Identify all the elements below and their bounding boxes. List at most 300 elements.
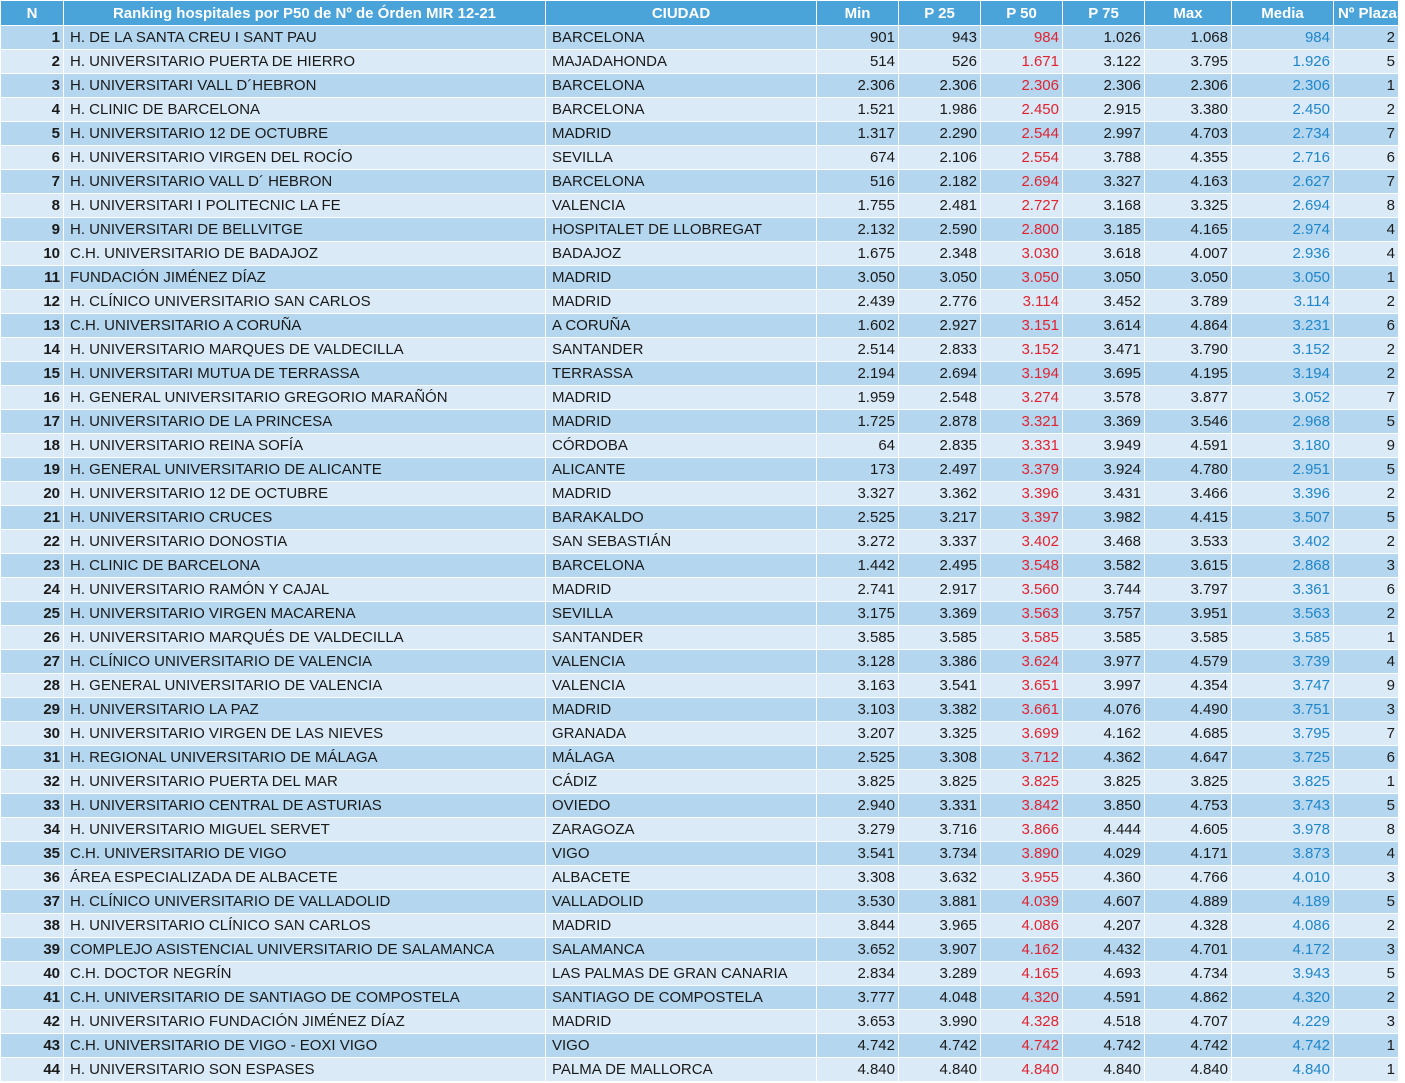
cell-ciudad[interactable]: CÓRDOBA (546, 434, 817, 458)
cell-ciudad[interactable]: MAJADAHONDA (546, 50, 817, 74)
table-row[interactable] (1, 650, 1399, 674)
cell-p75[interactable]: 3.924 (1063, 458, 1145, 482)
cell-min[interactable]: 3.050 (817, 266, 899, 290)
cell-p50[interactable]: 4.086 (981, 914, 1063, 938)
cell-plazas[interactable]: 1 (1334, 74, 1399, 98)
cell-min[interactable]: 3.825 (817, 770, 899, 794)
cell-hospital[interactable]: H. UNIVERSITARIO VIRGEN DEL ROCÍO (64, 146, 546, 170)
header-p75[interactable]: P 75 (1063, 1, 1145, 26)
cell-hospital[interactable]: C.H. UNIVERSITARIO DE VIGO - EOXI VIGO (64, 1034, 546, 1058)
cell-rank[interactable]: 3 (1, 74, 64, 98)
cell-p50[interactable]: 3.866 (981, 818, 1063, 842)
cell-rank[interactable]: 6 (1, 146, 64, 170)
cell-p75[interactable]: 3.997 (1063, 674, 1145, 698)
cell-p25[interactable]: 2.306 (899, 74, 981, 98)
table-row[interactable] (1, 602, 1399, 626)
cell-p75[interactable]: 3.949 (1063, 434, 1145, 458)
cell-plazas[interactable]: 6 (1334, 314, 1399, 338)
cell-hospital[interactable]: H. GENERAL UNIVERSITARIO DE VALENCIA (64, 674, 546, 698)
cell-plazas[interactable]: 7 (1334, 386, 1399, 410)
cell-rank[interactable]: 44 (1, 1058, 64, 1082)
cell-hospital[interactable]: COMPLEJO ASISTENCIAL UNIVERSITARIO DE SALAMANCA (64, 938, 546, 962)
cell-p75[interactable]: 3.122 (1063, 50, 1145, 74)
cell-p50[interactable]: 4.840 (981, 1058, 1063, 1082)
cell-p75[interactable]: 4.362 (1063, 746, 1145, 770)
table-row[interactable] (1, 218, 1399, 242)
table-row[interactable] (1, 1034, 1399, 1058)
cell-p50[interactable]: 3.331 (981, 434, 1063, 458)
table-row[interactable] (1, 866, 1399, 890)
cell-ciudad[interactable]: MADRID (546, 386, 817, 410)
cell-hospital[interactable]: H. REGIONAL UNIVERSITARIO DE MÁLAGA (64, 746, 546, 770)
cell-plazas[interactable]: 3 (1334, 698, 1399, 722)
cell-rank[interactable]: 20 (1, 482, 64, 506)
cell-rank[interactable]: 1 (1, 26, 64, 50)
cell-media[interactable]: 2.694 (1232, 194, 1334, 218)
cell-hospital[interactable]: ÁREA ESPECIALIZADA DE ALBACETE (64, 866, 546, 890)
cell-rank[interactable]: 36 (1, 866, 64, 890)
cell-plazas[interactable]: 2 (1334, 602, 1399, 626)
cell-max[interactable]: 4.742 (1145, 1034, 1232, 1058)
cell-max[interactable]: 3.877 (1145, 386, 1232, 410)
cell-min[interactable]: 514 (817, 50, 899, 74)
cell-max[interactable]: 3.466 (1145, 482, 1232, 506)
cell-min[interactable]: 3.844 (817, 914, 899, 938)
cell-ciudad[interactable]: VIGO (546, 842, 817, 866)
cell-p25[interactable]: 2.776 (899, 290, 981, 314)
cell-p25[interactable]: 3.337 (899, 530, 981, 554)
cell-p75[interactable]: 4.432 (1063, 938, 1145, 962)
cell-p75[interactable]: 3.695 (1063, 362, 1145, 386)
cell-plazas[interactable]: 7 (1334, 122, 1399, 146)
cell-media[interactable]: 3.396 (1232, 482, 1334, 506)
cell-p50[interactable]: 3.321 (981, 410, 1063, 434)
cell-plazas[interactable]: 7 (1334, 722, 1399, 746)
cell-max[interactable]: 4.647 (1145, 746, 1232, 770)
cell-min[interactable]: 1.602 (817, 314, 899, 338)
cell-p25[interactable]: 3.907 (899, 938, 981, 962)
cell-media[interactable]: 2.306 (1232, 74, 1334, 98)
cell-plazas[interactable]: 1 (1334, 770, 1399, 794)
cell-ciudad[interactable]: BARCELONA (546, 170, 817, 194)
cell-hospital[interactable]: H. UNIVERSITARIO MARQUÉS DE VALDECILLA (64, 626, 546, 650)
cell-plazas[interactable]: 4 (1334, 242, 1399, 266)
cell-min[interactable]: 1.959 (817, 386, 899, 410)
table-row[interactable] (1, 1058, 1399, 1082)
cell-media[interactable]: 1.926 (1232, 50, 1334, 74)
cell-min[interactable]: 1.725 (817, 410, 899, 434)
cell-rank[interactable]: 17 (1, 410, 64, 434)
cell-media[interactable]: 2.868 (1232, 554, 1334, 578)
cell-ciudad[interactable]: SEVILLA (546, 602, 817, 626)
cell-p25[interactable]: 2.835 (899, 434, 981, 458)
cell-max[interactable]: 4.579 (1145, 650, 1232, 674)
table-row[interactable] (1, 914, 1399, 938)
cell-media[interactable]: 3.507 (1232, 506, 1334, 530)
table-row[interactable] (1, 410, 1399, 434)
cell-ciudad[interactable]: CÁDIZ (546, 770, 817, 794)
table-row[interactable] (1, 554, 1399, 578)
cell-rank[interactable]: 37 (1, 890, 64, 914)
cell-rank[interactable]: 5 (1, 122, 64, 146)
cell-ciudad[interactable]: ALICANTE (546, 458, 817, 482)
cell-plazas[interactable]: 1 (1334, 266, 1399, 290)
cell-ciudad[interactable]: GRANADA (546, 722, 817, 746)
cell-max[interactable]: 4.007 (1145, 242, 1232, 266)
cell-plazas[interactable]: 2 (1334, 482, 1399, 506)
cell-p75[interactable]: 4.591 (1063, 986, 1145, 1010)
table-row[interactable] (1, 122, 1399, 146)
cell-media[interactable]: 2.974 (1232, 218, 1334, 242)
cell-ciudad[interactable]: MADRID (546, 698, 817, 722)
cell-p25[interactable]: 3.990 (899, 1010, 981, 1034)
cell-p75[interactable]: 3.618 (1063, 242, 1145, 266)
cell-min[interactable]: 2.132 (817, 218, 899, 242)
header-media[interactable]: Media (1232, 1, 1334, 26)
cell-p50[interactable]: 4.328 (981, 1010, 1063, 1034)
cell-p50[interactable]: 3.842 (981, 794, 1063, 818)
cell-p50[interactable]: 3.825 (981, 770, 1063, 794)
cell-min[interactable]: 2.834 (817, 962, 899, 986)
cell-hospital[interactable]: H. UNIVERSITARI VALL D´HEBRON (64, 74, 546, 98)
cell-media[interactable]: 4.229 (1232, 1010, 1334, 1034)
table-row[interactable] (1, 938, 1399, 962)
cell-media[interactable]: 3.825 (1232, 770, 1334, 794)
cell-p50[interactable]: 1.671 (981, 50, 1063, 74)
cell-rank[interactable]: 10 (1, 242, 64, 266)
cell-hospital[interactable]: H. UNIVERSITARIO CENTRAL DE ASTURIAS (64, 794, 546, 818)
table-row[interactable] (1, 98, 1399, 122)
cell-p50[interactable]: 4.039 (981, 890, 1063, 914)
cell-min[interactable]: 3.279 (817, 818, 899, 842)
cell-rank[interactable]: 34 (1, 818, 64, 842)
cell-p25[interactable]: 3.050 (899, 266, 981, 290)
cell-ciudad[interactable]: MADRID (546, 1010, 817, 1034)
header-n[interactable]: N (1, 1, 64, 26)
cell-p50[interactable]: 2.800 (981, 218, 1063, 242)
cell-p50[interactable]: 4.742 (981, 1034, 1063, 1058)
cell-media[interactable]: 3.180 (1232, 434, 1334, 458)
table-row[interactable] (1, 242, 1399, 266)
cell-p75[interactable]: 3.614 (1063, 314, 1145, 338)
cell-p25[interactable]: 2.481 (899, 194, 981, 218)
cell-media[interactable]: 3.739 (1232, 650, 1334, 674)
table-row[interactable] (1, 266, 1399, 290)
cell-hospital[interactable]: H. UNIVERSITARIO LA PAZ (64, 698, 546, 722)
cell-hospital[interactable]: C.H. UNIVERSITARIO A CORUÑA (64, 314, 546, 338)
cell-media[interactable]: 3.943 (1232, 962, 1334, 986)
cell-media[interactable]: 3.795 (1232, 722, 1334, 746)
cell-hospital[interactable]: H. UNIVERSITARIO PUERTA DE HIERRO (64, 50, 546, 74)
table-row[interactable] (1, 50, 1399, 74)
table-row[interactable] (1, 338, 1399, 362)
cell-media[interactable]: 2.716 (1232, 146, 1334, 170)
cell-plazas[interactable]: 3 (1334, 866, 1399, 890)
cell-max[interactable]: 3.789 (1145, 290, 1232, 314)
cell-rank[interactable]: 24 (1, 578, 64, 602)
cell-p25[interactable]: 3.632 (899, 866, 981, 890)
cell-max[interactable]: 1.068 (1145, 26, 1232, 50)
cell-min[interactable]: 2.940 (817, 794, 899, 818)
cell-max[interactable]: 4.703 (1145, 122, 1232, 146)
cell-hospital[interactable]: H. UNIVERSITARIO DE LA PRINCESA (64, 410, 546, 434)
cell-p25[interactable]: 2.590 (899, 218, 981, 242)
cell-p25[interactable]: 2.927 (899, 314, 981, 338)
cell-rank[interactable]: 12 (1, 290, 64, 314)
cell-hospital[interactable]: H. UNIVERSITARIO PUERTA DEL MAR (64, 770, 546, 794)
cell-ciudad[interactable]: BARCELONA (546, 74, 817, 98)
cell-max[interactable]: 4.195 (1145, 362, 1232, 386)
cell-p50[interactable]: 3.274 (981, 386, 1063, 410)
cell-p75[interactable]: 3.050 (1063, 266, 1145, 290)
cell-max[interactable]: 4.171 (1145, 842, 1232, 866)
cell-rank[interactable]: 43 (1, 1034, 64, 1058)
cell-max[interactable]: 4.707 (1145, 1010, 1232, 1034)
cell-p50[interactable]: 2.554 (981, 146, 1063, 170)
cell-plazas[interactable]: 2 (1334, 914, 1399, 938)
cell-ciudad[interactable]: SANTANDER (546, 338, 817, 362)
cell-p50[interactable]: 2.450 (981, 98, 1063, 122)
cell-p75[interactable]: 3.982 (1063, 506, 1145, 530)
table-row[interactable] (1, 314, 1399, 338)
table-row[interactable] (1, 986, 1399, 1010)
cell-min[interactable]: 1.521 (817, 98, 899, 122)
cell-p75[interactable]: 3.757 (1063, 602, 1145, 626)
cell-plazas[interactable]: 3 (1334, 554, 1399, 578)
cell-rank[interactable]: 40 (1, 962, 64, 986)
cell-p50[interactable]: 3.585 (981, 626, 1063, 650)
cell-min[interactable]: 3.541 (817, 842, 899, 866)
cell-ciudad[interactable]: PALMA DE MALLORCA (546, 1058, 817, 1082)
cell-p25[interactable]: 4.048 (899, 986, 981, 1010)
cell-p25[interactable]: 3.217 (899, 506, 981, 530)
header-p25[interactable]: P 25 (899, 1, 981, 26)
cell-plazas[interactable]: 5 (1334, 410, 1399, 434)
cell-p75[interactable]: 3.825 (1063, 770, 1145, 794)
cell-hospital[interactable]: H. UNIVERSITARI I POLITECNIC LA FE (64, 194, 546, 218)
cell-hospital[interactable]: H. UNIVERSITARI MUTUA DE TERRASSA (64, 362, 546, 386)
cell-plazas[interactable]: 2 (1334, 290, 1399, 314)
cell-ciudad[interactable]: BARCELONA (546, 26, 817, 50)
table-row[interactable] (1, 890, 1399, 914)
table-row[interactable] (1, 626, 1399, 650)
table-row[interactable] (1, 698, 1399, 722)
cell-max[interactable]: 4.780 (1145, 458, 1232, 482)
cell-max[interactable]: 4.840 (1145, 1058, 1232, 1082)
cell-plazas[interactable]: 5 (1334, 962, 1399, 986)
cell-p50[interactable]: 3.712 (981, 746, 1063, 770)
cell-p50[interactable]: 3.396 (981, 482, 1063, 506)
cell-ciudad[interactable]: MADRID (546, 266, 817, 290)
cell-max[interactable]: 3.585 (1145, 626, 1232, 650)
cell-min[interactable]: 3.530 (817, 890, 899, 914)
cell-plazas[interactable]: 5 (1334, 506, 1399, 530)
cell-p75[interactable]: 4.742 (1063, 1034, 1145, 1058)
cell-p75[interactable]: 3.977 (1063, 650, 1145, 674)
cell-media[interactable]: 3.114 (1232, 290, 1334, 314)
cell-p25[interactable]: 3.386 (899, 650, 981, 674)
cell-ciudad[interactable]: OVIEDO (546, 794, 817, 818)
cell-hospital[interactable]: H. CLÍNICO UNIVERSITARIO DE VALLADOLID (64, 890, 546, 914)
cell-media[interactable]: 3.747 (1232, 674, 1334, 698)
cell-p75[interactable]: 3.471 (1063, 338, 1145, 362)
table-row[interactable] (1, 146, 1399, 170)
cell-p75[interactable]: 4.360 (1063, 866, 1145, 890)
cell-p75[interactable]: 3.185 (1063, 218, 1145, 242)
cell-rank[interactable]: 32 (1, 770, 64, 794)
cell-rank[interactable]: 2 (1, 50, 64, 74)
cell-p50[interactable]: 3.699 (981, 722, 1063, 746)
cell-hospital[interactable]: H. UNIVERSITARIO MIGUEL SERVET (64, 818, 546, 842)
cell-hospital[interactable]: C.H. UNIVERSITARIO DE BADAJOZ (64, 242, 546, 266)
header-plazas[interactable]: Nº Plazas (1334, 1, 1399, 26)
cell-p25[interactable]: 3.734 (899, 842, 981, 866)
cell-ciudad[interactable]: TERRASSA (546, 362, 817, 386)
cell-hospital[interactable]: H. UNIVERSITARIO DONOSTIA (64, 530, 546, 554)
cell-max[interactable]: 3.951 (1145, 602, 1232, 626)
cell-ciudad[interactable]: ALBACETE (546, 866, 817, 890)
cell-p75[interactable]: 4.207 (1063, 914, 1145, 938)
cell-p75[interactable]: 3.578 (1063, 386, 1145, 410)
cell-p50[interactable]: 3.548 (981, 554, 1063, 578)
cell-media[interactable]: 3.978 (1232, 818, 1334, 842)
cell-p75[interactable]: 3.431 (1063, 482, 1145, 506)
cell-plazas[interactable]: 2 (1334, 530, 1399, 554)
cell-min[interactable]: 4.742 (817, 1034, 899, 1058)
cell-ciudad[interactable]: MADRID (546, 122, 817, 146)
cell-max[interactable]: 3.533 (1145, 530, 1232, 554)
cell-media[interactable]: 984 (1232, 26, 1334, 50)
cell-min[interactable]: 3.175 (817, 602, 899, 626)
cell-rank[interactable]: 27 (1, 650, 64, 674)
cell-plazas[interactable]: 8 (1334, 194, 1399, 218)
cell-p25[interactable]: 2.348 (899, 242, 981, 266)
cell-min[interactable]: 2.194 (817, 362, 899, 386)
cell-min[interactable]: 2.439 (817, 290, 899, 314)
cell-p75[interactable]: 3.168 (1063, 194, 1145, 218)
cell-rank[interactable]: 35 (1, 842, 64, 866)
cell-max[interactable]: 4.734 (1145, 962, 1232, 986)
cell-media[interactable]: 3.563 (1232, 602, 1334, 626)
cell-ciudad[interactable]: MÁLAGA (546, 746, 817, 770)
cell-rank[interactable]: 31 (1, 746, 64, 770)
cell-media[interactable]: 4.742 (1232, 1034, 1334, 1058)
cell-media[interactable]: 2.936 (1232, 242, 1334, 266)
cell-ciudad[interactable]: MADRID (546, 482, 817, 506)
cell-plazas[interactable]: 4 (1334, 650, 1399, 674)
cell-p25[interactable]: 3.585 (899, 626, 981, 650)
cell-p75[interactable]: 3.327 (1063, 170, 1145, 194)
table-row[interactable] (1, 530, 1399, 554)
cell-p75[interactable]: 4.162 (1063, 722, 1145, 746)
cell-max[interactable]: 4.864 (1145, 314, 1232, 338)
table-row[interactable] (1, 962, 1399, 986)
cell-rank[interactable]: 21 (1, 506, 64, 530)
cell-min[interactable]: 3.585 (817, 626, 899, 650)
cell-max[interactable]: 3.825 (1145, 770, 1232, 794)
cell-rank[interactable]: 4 (1, 98, 64, 122)
cell-plazas[interactable]: 6 (1334, 746, 1399, 770)
cell-p25[interactable]: 943 (899, 26, 981, 50)
cell-max[interactable]: 3.795 (1145, 50, 1232, 74)
cell-media[interactable]: 4.189 (1232, 890, 1334, 914)
table-row[interactable] (1, 746, 1399, 770)
table-row[interactable] (1, 362, 1399, 386)
cell-hospital[interactable]: H. UNIVERSITARIO VIRGEN DE LAS NIEVES (64, 722, 546, 746)
header-p50[interactable]: P 50 (981, 1, 1063, 26)
cell-min[interactable]: 2.514 (817, 338, 899, 362)
cell-hospital[interactable]: H. UNIVERSITARIO VALL D´ HEBRON (64, 170, 546, 194)
cell-p75[interactable]: 4.607 (1063, 890, 1145, 914)
cell-plazas[interactable]: 6 (1334, 146, 1399, 170)
cell-ciudad[interactable]: MADRID (546, 578, 817, 602)
table-row[interactable] (1, 794, 1399, 818)
cell-media[interactable]: 4.840 (1232, 1058, 1334, 1082)
cell-max[interactable]: 4.685 (1145, 722, 1232, 746)
cell-rank[interactable]: 15 (1, 362, 64, 386)
cell-p25[interactable]: 3.369 (899, 602, 981, 626)
cell-plazas[interactable]: 7 (1334, 170, 1399, 194)
cell-rank[interactable]: 8 (1, 194, 64, 218)
cell-media[interactable]: 2.968 (1232, 410, 1334, 434)
cell-plazas[interactable]: 3 (1334, 1010, 1399, 1034)
cell-plazas[interactable]: 1 (1334, 626, 1399, 650)
cell-plazas[interactable]: 3 (1334, 938, 1399, 962)
cell-plazas[interactable]: 9 (1334, 674, 1399, 698)
cell-max[interactable]: 4.415 (1145, 506, 1232, 530)
cell-max[interactable]: 4.163 (1145, 170, 1232, 194)
cell-min[interactable]: 3.207 (817, 722, 899, 746)
cell-p75[interactable]: 1.026 (1063, 26, 1145, 50)
cell-p25[interactable]: 1.986 (899, 98, 981, 122)
cell-p25[interactable]: 3.382 (899, 698, 981, 722)
cell-rank[interactable]: 23 (1, 554, 64, 578)
cell-p25[interactable]: 2.548 (899, 386, 981, 410)
cell-ciudad[interactable]: SANTANDER (546, 626, 817, 650)
cell-hospital[interactable]: H. CLÍNICO UNIVERSITARIO DE VALENCIA (64, 650, 546, 674)
table-row[interactable] (1, 842, 1399, 866)
cell-plazas[interactable]: 2 (1334, 362, 1399, 386)
cell-p25[interactable]: 3.825 (899, 770, 981, 794)
cell-max[interactable]: 4.591 (1145, 434, 1232, 458)
cell-min[interactable]: 674 (817, 146, 899, 170)
cell-media[interactable]: 3.743 (1232, 794, 1334, 818)
cell-rank[interactable]: 22 (1, 530, 64, 554)
table-row[interactable] (1, 722, 1399, 746)
cell-p50[interactable]: 3.397 (981, 506, 1063, 530)
cell-plazas[interactable]: 2 (1334, 338, 1399, 362)
cell-p25[interactable]: 4.840 (899, 1058, 981, 1082)
cell-min[interactable]: 3.163 (817, 674, 899, 698)
cell-max[interactable]: 3.615 (1145, 554, 1232, 578)
cell-p75[interactable]: 3.850 (1063, 794, 1145, 818)
cell-p50[interactable]: 984 (981, 26, 1063, 50)
cell-max[interactable]: 4.328 (1145, 914, 1232, 938)
cell-p50[interactable]: 3.379 (981, 458, 1063, 482)
cell-p25[interactable]: 3.331 (899, 794, 981, 818)
cell-hospital[interactable]: H. UNIVERSITARIO CRUCES (64, 506, 546, 530)
cell-rank[interactable]: 29 (1, 698, 64, 722)
cell-p25[interactable]: 2.106 (899, 146, 981, 170)
cell-p50[interactable]: 3.151 (981, 314, 1063, 338)
cell-max[interactable]: 4.766 (1145, 866, 1232, 890)
cell-min[interactable]: 3.652 (817, 938, 899, 962)
cell-p25[interactable]: 3.308 (899, 746, 981, 770)
cell-p75[interactable]: 4.693 (1063, 962, 1145, 986)
cell-min[interactable]: 2.525 (817, 506, 899, 530)
cell-ciudad[interactable]: BARAKALDO (546, 506, 817, 530)
cell-p75[interactable]: 3.369 (1063, 410, 1145, 434)
